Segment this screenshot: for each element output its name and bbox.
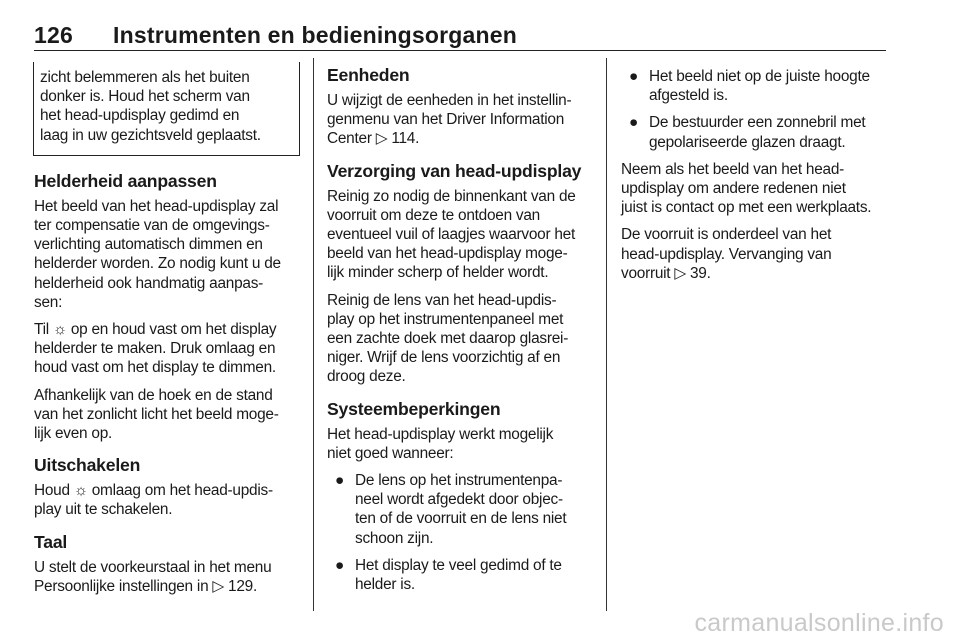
heading-verzorging: Verzorging van head-updisplay	[327, 160, 582, 181]
column-3	[621, 62, 887, 283]
page-title: Instrumenten en bedieningsorganen	[113, 22, 518, 48]
list-item: ● De lens op het instrumentenpa- neel wordt afgedekt door objec- ten of de voorruit en de lens niet schoon zijn.	[335, 472, 567, 547]
heading-helderheid: Helderheid aanpassen	[34, 170, 217, 191]
column-2	[327, 62, 593, 594]
list-item: ● De bestuurder een zonnebril met gepolariseerde glazen draagt.	[629, 114, 866, 151]
heading-systeembeperkingen: Systeembeperkingen	[327, 398, 501, 419]
column-divider	[606, 58, 607, 611]
paragraph-neem-contact: Neem als het beeld van het head- updisplay om andere redenen niet juist is contact op met een werkplaats.	[621, 160, 872, 217]
paragraph-uitschakelen: Houd ☼ omlaag om het head-updis- play uit te schakelen.	[34, 482, 273, 519]
heading-uitschakelen: Uitschakelen	[34, 455, 141, 476]
column-1	[34, 62, 300, 596]
paragraph-reinig-voorruit: Reinig zo nodig de binnenkant van de voorruit om deze te ontdoen van eventueel vuil of laagjes waarvoor het beeld van het head-updisplay moge- lijk minder scherp of helder wordt.	[327, 187, 576, 282]
list-item: ● Het beeld niet op de juiste hoogte afgesteld is.	[629, 68, 870, 105]
page-number: 126	[34, 22, 73, 48]
bullet-icon: ●	[629, 68, 639, 85]
page-header	[34, 22, 886, 51]
heading-eenheden: Eenheden	[327, 65, 410, 85]
paragraph-voorruit: De voorruit is onderdeel van het head-updisplay. Vervanging van voorruit ▷ 39.	[621, 226, 832, 282]
bullet-icon: ●	[335, 556, 345, 574]
paragraph-systeem: Het head-updisplay werkt mogelijk niet goed wanneer:	[327, 425, 554, 462]
paragraph-brightness-control: Til ☼ op en houd vast om het display helderder te maken. Druk omlaag en houd vast om het display te dimmen.	[34, 321, 277, 377]
notice-box	[33, 62, 300, 156]
paragraph-reinig-lens: Reinig de lens van het head-updis- play op het instrumentenpaneel met een zachte doek met daarop glasrei- niger. Wrijf de lens voorzichtig af en droog deze.	[327, 291, 569, 386]
bullet-icon: ●	[629, 114, 639, 132]
paragraph-taal: U stelt de voorkeurstaal in het menu Persoonlijke instellingen in ▷ 129.	[34, 558, 272, 595]
paragraph-eenheden: U wijzigt de eenheden in het instellin- genmenu van het Driver Information Center ▷ 114.	[327, 92, 572, 148]
paragraph-afhankelijk: Afhankelijk van de hoek en de stand van het zonlicht licht het beeld moge- lijk even op.	[34, 386, 279, 443]
watermark: carmanualsonline.info	[694, 609, 944, 637]
heading-taal: Taal	[34, 531, 68, 552]
bullet-icon: ●	[335, 472, 345, 490]
paragraph-helderheid: Het beeld van het head-updisplay zal ter compensatie van de omgevings- verlichting automatisch dimmen en helderder worden. Zo nodig kunt u de helderheid ook handmatig aanpas- sen:	[34, 197, 281, 311]
column-divider	[313, 58, 314, 611]
list-item: ● Het display te veel gedimd of te helder is.	[335, 556, 562, 594]
notice-text: zicht belemmeren als het buiten donker is. Houd het scherm van het head-updisplay gedimd en laag in uw gezichtsveld geplaatst.	[40, 69, 261, 144]
